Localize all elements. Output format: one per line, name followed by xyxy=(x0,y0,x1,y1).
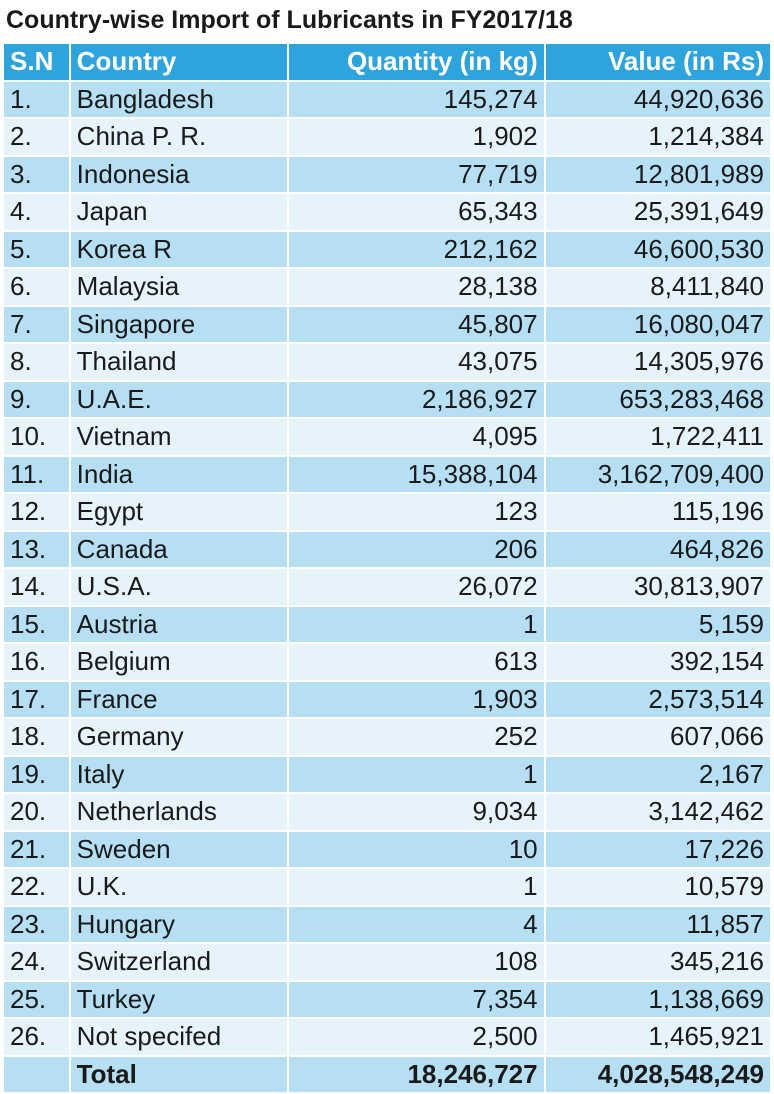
sn-cell: 1. xyxy=(4,82,69,118)
table-row xyxy=(4,232,770,268)
quantity-cell: 26,072 xyxy=(289,569,544,605)
total-label: Total xyxy=(71,1057,287,1093)
country-cell: Germany xyxy=(71,719,287,755)
country-cell: Malaysia xyxy=(71,269,287,305)
table-row xyxy=(4,832,770,868)
sn-cell: 22. xyxy=(4,869,69,905)
value-cell: 2,573,514 xyxy=(546,682,770,718)
sn-cell: 4. xyxy=(4,194,69,230)
table-row xyxy=(4,757,770,793)
country-cell: Netherlands xyxy=(71,794,287,830)
quantity-cell: 2,186,927 xyxy=(289,382,544,418)
table-row xyxy=(4,419,770,455)
table-row xyxy=(4,607,770,643)
country-cell: U.S.A. xyxy=(71,569,287,605)
page-title: Country-wise Import of Lubricants in FY2017/18 xyxy=(6,6,573,34)
country-cell: Korea R xyxy=(71,232,287,268)
quantity-cell: 252 xyxy=(289,719,544,755)
value-cell: 17,226 xyxy=(546,832,770,868)
table-row xyxy=(4,794,770,830)
country-cell: Turkey xyxy=(71,982,287,1018)
country-cell: Bangladesh xyxy=(71,82,287,118)
sn-cell: 9. xyxy=(4,382,69,418)
country-cell: Sweden xyxy=(71,832,287,868)
value-cell: 464,826 xyxy=(546,532,770,568)
import-table xyxy=(2,42,772,1094)
value-cell: 8,411,840 xyxy=(546,269,770,305)
table-row xyxy=(4,682,770,718)
value-cell: 1,722,411 xyxy=(546,419,770,455)
quantity-cell: 1 xyxy=(289,869,544,905)
sn-cell: 12. xyxy=(4,494,69,530)
country-cell: Italy xyxy=(71,757,287,793)
country-cell: India xyxy=(71,457,287,493)
sn-cell: 10. xyxy=(4,419,69,455)
value-cell: 46,600,530 xyxy=(546,232,770,268)
country-cell: Indonesia xyxy=(71,157,287,193)
value-cell: 16,080,047 xyxy=(546,307,770,343)
sn-cell: 11. xyxy=(4,457,69,493)
country-cell: Not specifed xyxy=(71,1019,287,1055)
sn-cell: 5. xyxy=(4,232,69,268)
table-body xyxy=(4,82,770,1055)
quantity-cell: 212,162 xyxy=(289,232,544,268)
table-row xyxy=(4,982,770,1018)
value-cell: 3,142,462 xyxy=(546,794,770,830)
value-cell: 12,801,989 xyxy=(546,157,770,193)
sn-cell: 19. xyxy=(4,757,69,793)
value-cell: 653,283,468 xyxy=(546,382,770,418)
value-cell: 345,216 xyxy=(546,944,770,980)
sn-cell: 14. xyxy=(4,569,69,605)
header-value: Value (in Rs) xyxy=(546,44,770,80)
sn-cell: 13. xyxy=(4,532,69,568)
country-cell: Hungary xyxy=(71,907,287,943)
table-row xyxy=(4,569,770,605)
country-cell: Austria xyxy=(71,607,287,643)
value-cell: 25,391,649 xyxy=(546,194,770,230)
value-cell: 30,813,907 xyxy=(546,569,770,605)
table-row xyxy=(4,494,770,530)
total-value: 4,028,548,249 xyxy=(546,1057,770,1093)
quantity-cell: 4 xyxy=(289,907,544,943)
table-row xyxy=(4,82,770,118)
value-cell: 5,159 xyxy=(546,607,770,643)
sn-cell: 26. xyxy=(4,1019,69,1055)
country-cell: China P. R. xyxy=(71,119,287,155)
quantity-cell: 4,095 xyxy=(289,419,544,455)
country-cell: Singapore xyxy=(71,307,287,343)
country-cell: Belgium xyxy=(71,644,287,680)
table-row xyxy=(4,269,770,305)
quantity-cell: 1,902 xyxy=(289,119,544,155)
quantity-cell: 43,075 xyxy=(289,344,544,380)
value-cell: 44,920,636 xyxy=(546,82,770,118)
country-cell: France xyxy=(71,682,287,718)
quantity-cell: 65,343 xyxy=(289,194,544,230)
value-cell: 10,579 xyxy=(546,869,770,905)
value-cell: 1,465,921 xyxy=(546,1019,770,1055)
table-row xyxy=(4,194,770,230)
table-row xyxy=(4,157,770,193)
table-row xyxy=(4,344,770,380)
total-sn-cell xyxy=(4,1057,69,1093)
quantity-cell: 145,274 xyxy=(289,82,544,118)
quantity-cell: 108 xyxy=(289,944,544,980)
sn-cell: 23. xyxy=(4,907,69,943)
table-row xyxy=(4,382,770,418)
value-cell: 3,162,709,400 xyxy=(546,457,770,493)
table-row xyxy=(4,119,770,155)
country-cell: Egypt xyxy=(71,494,287,530)
country-cell: Vietnam xyxy=(71,419,287,455)
total-quantity: 18,246,727 xyxy=(289,1057,544,1093)
value-cell: 1,214,384 xyxy=(546,119,770,155)
quantity-cell: 9,034 xyxy=(289,794,544,830)
table-row xyxy=(4,644,770,680)
table-row xyxy=(4,907,770,943)
table-row xyxy=(4,1019,770,1055)
sn-cell: 17. xyxy=(4,682,69,718)
country-cell: U.A.E. xyxy=(71,382,287,418)
value-cell: 14,305,976 xyxy=(546,344,770,380)
quantity-cell: 613 xyxy=(289,644,544,680)
sn-cell: 24. xyxy=(4,944,69,980)
table-row xyxy=(4,719,770,755)
quantity-cell: 7,354 xyxy=(289,982,544,1018)
quantity-cell: 123 xyxy=(289,494,544,530)
quantity-cell: 1,903 xyxy=(289,682,544,718)
quantity-cell: 77,719 xyxy=(289,157,544,193)
quantity-cell: 206 xyxy=(289,532,544,568)
country-cell: Thailand xyxy=(71,344,287,380)
sn-cell: 20. xyxy=(4,794,69,830)
country-cell: Switzerland xyxy=(71,944,287,980)
country-cell: Japan xyxy=(71,194,287,230)
table-row xyxy=(4,532,770,568)
table-row xyxy=(4,869,770,905)
value-cell: 11,857 xyxy=(546,907,770,943)
table-row xyxy=(4,307,770,343)
value-cell: 392,154 xyxy=(546,644,770,680)
sn-cell: 7. xyxy=(4,307,69,343)
country-cell: Canada xyxy=(71,532,287,568)
sn-cell: 25. xyxy=(4,982,69,1018)
header-country: Country xyxy=(71,44,287,80)
quantity-cell: 28,138 xyxy=(289,269,544,305)
header-row xyxy=(4,44,770,80)
table-row xyxy=(4,944,770,980)
value-cell: 2,167 xyxy=(546,757,770,793)
sn-cell: 21. xyxy=(4,832,69,868)
country-cell: U.K. xyxy=(71,869,287,905)
sn-cell: 6. xyxy=(4,269,69,305)
sn-cell: 16. xyxy=(4,644,69,680)
sn-cell: 8. xyxy=(4,344,69,380)
quantity-cell: 1 xyxy=(289,757,544,793)
quantity-cell: 15,388,104 xyxy=(289,457,544,493)
total-row xyxy=(4,1057,770,1093)
header-sn: S.N xyxy=(4,44,69,80)
value-cell: 607,066 xyxy=(546,719,770,755)
quantity-cell: 10 xyxy=(289,832,544,868)
sn-cell: 3. xyxy=(4,157,69,193)
value-cell: 115,196 xyxy=(546,494,770,530)
value-cell: 1,138,669 xyxy=(546,982,770,1018)
quantity-cell: 2,500 xyxy=(289,1019,544,1055)
header-quantity: Quantity (in kg) xyxy=(289,44,544,80)
quantity-cell: 45,807 xyxy=(289,307,544,343)
sn-cell: 2. xyxy=(4,119,69,155)
quantity-cell: 1 xyxy=(289,607,544,643)
sn-cell: 18. xyxy=(4,719,69,755)
table-row xyxy=(4,457,770,493)
sn-cell: 15. xyxy=(4,607,69,643)
